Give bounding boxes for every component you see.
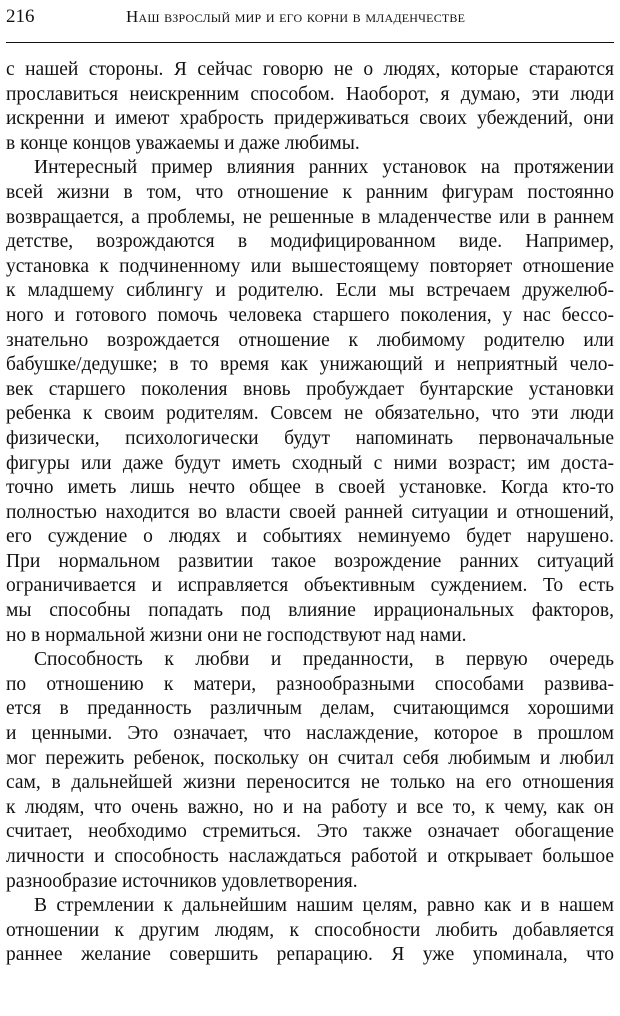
text-line: мог пережить ребенок, поскольку он считал себя любимым и любил xyxy=(6,747,614,769)
text-line: Интересный пример влияния ранних установок на протяжении xyxy=(34,157,614,179)
text-line: ется в преданность различным делам, считающимся хорошими xyxy=(6,698,614,720)
text-line: искренни и имеют храбрость придерживаться своих убеждений, они xyxy=(6,108,614,130)
text-line: разнообразие источников удовлетворения. xyxy=(6,870,358,892)
text-line: к людям, что очень важно, но и на работу и все то, к чему, как он xyxy=(6,796,614,818)
paragraph xyxy=(6,894,614,968)
text-line: знательно возрождается отношение к любимому родителю или xyxy=(6,329,614,351)
running-title: Наш взрослый мир и его корни в младенчестве xyxy=(126,7,466,26)
text-line: установка к подчиненному или вышестоящему повторяет отношение xyxy=(6,255,614,277)
paragraph xyxy=(6,58,614,156)
text-line: но в нормальной жизни они не господствуют над нами. xyxy=(6,624,467,646)
text-line: личности и способность наслаждаться работой и открывает большое xyxy=(6,846,614,867)
text-line: ребенка к своим родителям. Совсем не обязательно, что эти люди xyxy=(6,403,614,425)
text-line: возвращается, а проблемы, не решенные в младенчестве или в раннем xyxy=(6,206,614,228)
text-line: и ценными. Это означает, что наслаждение, которое в прошлом xyxy=(6,723,614,745)
text-line: бабушке/дедушке; в то время как унижающий и неприятный чело- xyxy=(6,354,614,376)
text-line: сам, в дальнейшей жизни переносится не только на его отношения xyxy=(6,772,614,794)
text-line: с нашей стороны. Я сейчас говорю не о людях, которые стараются xyxy=(6,59,614,80)
text-line: к младшему сиблингу и родителю. Если мы встречаем дружелюб- xyxy=(6,280,614,302)
page-number: 216 xyxy=(6,6,35,27)
text-line: физически, психологически будут напоминать первоначальные xyxy=(6,427,614,449)
text-line: Способность к любви и преданности, в первую очередь xyxy=(34,649,614,671)
text-line: ного и готового помочь человека старшего поколения, у нас бессо- xyxy=(6,304,614,326)
text-line: полностью находится во власти своей ранней ситуации и отношений, xyxy=(6,501,614,523)
text-line: раннее желание совершить репарацию. Я уже упоминала, что xyxy=(6,944,614,966)
text-line: При нормальном развитии такое возрождение ранних ситуаций xyxy=(6,550,614,572)
text-line: всей жизни в том, что отношение к ранним фигурам постоянно xyxy=(6,181,614,203)
paragraph xyxy=(6,648,614,894)
text-line: фигуры или даже будут иметь сходный с ними возраст; им доста- xyxy=(6,452,614,474)
text-line: прославиться неискренним способом. Наоборот, я думаю, эти люди xyxy=(6,83,614,105)
text-line: детстве, возрождаются в модифицированном виде. Например, xyxy=(6,231,614,253)
text-line: мы способны попадать под влияние иррациональных факторов, xyxy=(6,600,614,622)
text-line: его суждение о людях и событиях неминуемо будет нарушено. xyxy=(6,526,614,548)
page-header xyxy=(6,2,614,43)
text-line: ограничивается и исправляется объективным суждением. То есть xyxy=(6,575,614,597)
text-line: точно иметь лишь нечто общее в своей установке. Когда кто-то xyxy=(6,477,614,499)
text-line: в конце концов уважаемы и даже любимы. xyxy=(6,132,360,154)
text-line: В стремлении к дальнейшим нашим целям, равно как и в нашем xyxy=(34,895,614,917)
text-line: отношении к другим людям, к способности любить добавляется xyxy=(6,919,614,941)
text-line: считает, необходимо стремиться. Это также означает обогащение xyxy=(6,821,614,843)
text-line: век старшего поколения вновь пробуждает бунтарские установки xyxy=(6,378,614,400)
paragraph xyxy=(6,156,614,648)
body-text xyxy=(6,58,614,968)
text-line: по отношению к матери, разнообразными способами развива- xyxy=(6,673,614,695)
